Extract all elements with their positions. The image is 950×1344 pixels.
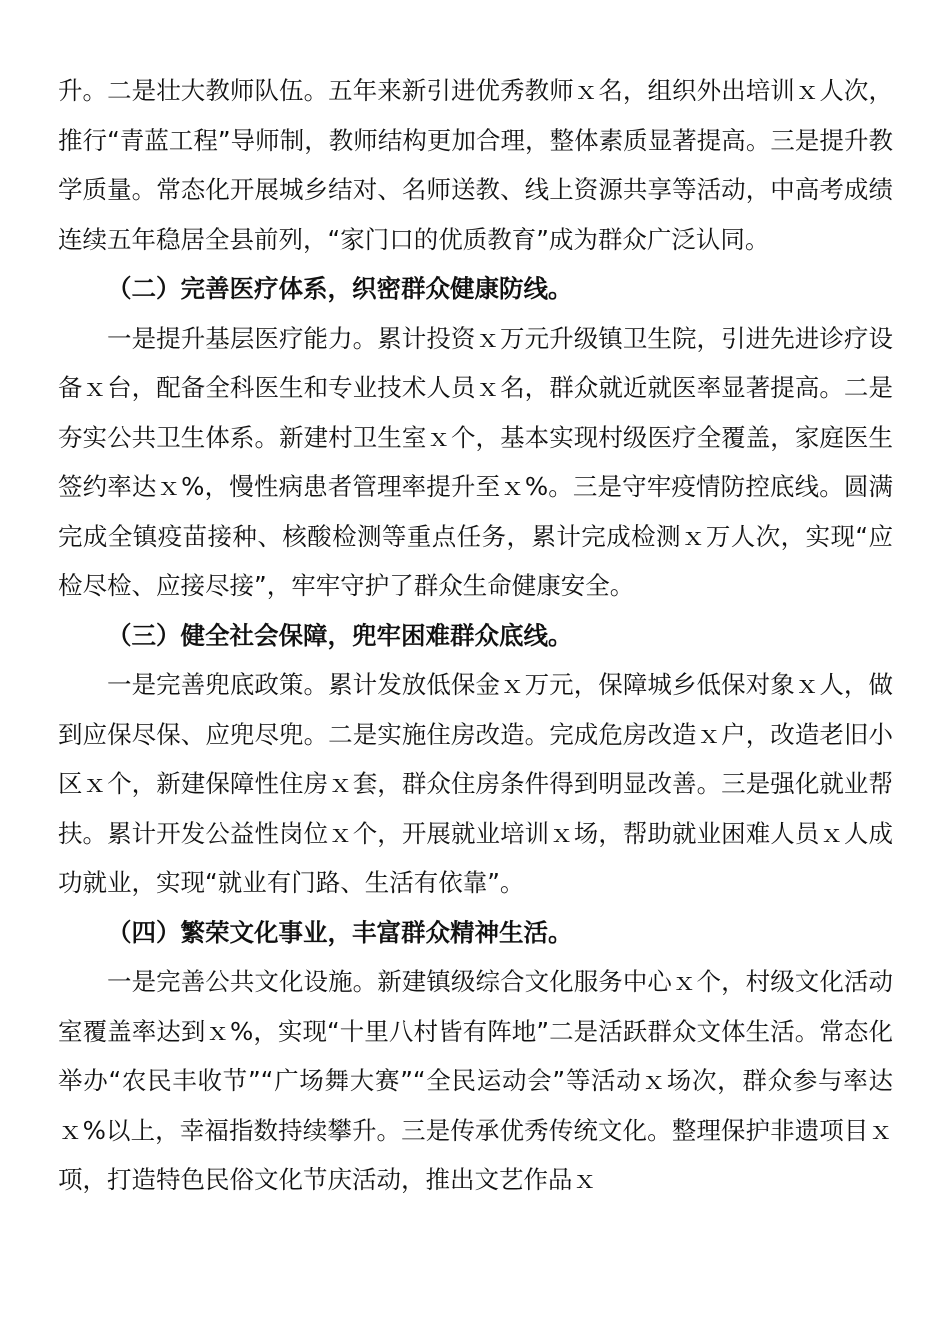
section-heading-culture: （四）繁荣文化事业，丰富群众精神生活。 bbox=[107, 917, 573, 947]
section-heading-social-security: （三）健全社会保障，兜牢困难群众底线。 bbox=[107, 620, 573, 650]
paragraph-culture: 一是完善公共文化设施。新建镇级综合文化服务中心ｘ个，村级文化活动室覆盖率达到ｘ%，实现“十里八村皆有阵地”二是活跃群众文体生活。常态化举办“农民丰收节”“广场舞大赛”“全民运动会”等活动ｘ场次，群众参与率达ｘ%以上，幸福指数持续攀升。三是传承优秀传统文化。整理保护非遗项目ｘ项，打造特色民俗文化节庆活动，推出文艺作品ｘ bbox=[58, 967, 893, 1194]
paragraph-education: 升。二是壮大教师队伍。五年来新引进优秀教师ｘ名，组织外出培训ｘ人次，推行“青蓝工程”导师制，教师结构更加合理，整体素质显著提高。三是提升教学质量。常态化开展城乡结对、名师送教、线上资源共享等活动，中高考成绩连续五年稳居全县前列，“家门口的优质教育”成为群众广泛认同。 bbox=[58, 76, 893, 254]
paragraph-social-security: 一是完善兜底政策。累计发放低保金ｘ万元，保障城乡低保对象ｘ人，做到应保尽保、应兜尽兜。二是实施住房改造。完成危房改造ｘ户，改造老旧小区ｘ个，新建保障性住房ｘ套，群众住房条件得到明显改善。三是强化就业帮扶。累计开发公益性岗位ｘ个，开展就业培训ｘ场，帮助就业困难人员ｘ人成功就业，实现“就业有门路、生活有依靠”。 bbox=[58, 670, 893, 897]
paragraph-medical: 一是提升基层医疗能力。累计投资ｘ万元升级镇卫生院，引进先进诊疗设备ｘ台，配备全科医生和专业技术人员ｘ名，群众就近就医率显著提高。二是夯实公共卫生体系。新建村卫生室ｘ个，基本实现村级医疗全覆盖，家庭医生签约率达ｘ%，慢性病患者管理率提升至ｘ%。三是守牢疫情防控底线。圆满完成全镇疫苗接种、核酸检测等重点任务，累计完成检测ｘ万人次，实现“应检尽检、应接尽接”，牢牢守护了群众生命健康安全。 bbox=[58, 323, 893, 600]
section-heading-medical: （二）完善医疗体系，织密群众健康防线。 bbox=[107, 274, 573, 303]
document-page bbox=[58, 66, 893, 1205]
